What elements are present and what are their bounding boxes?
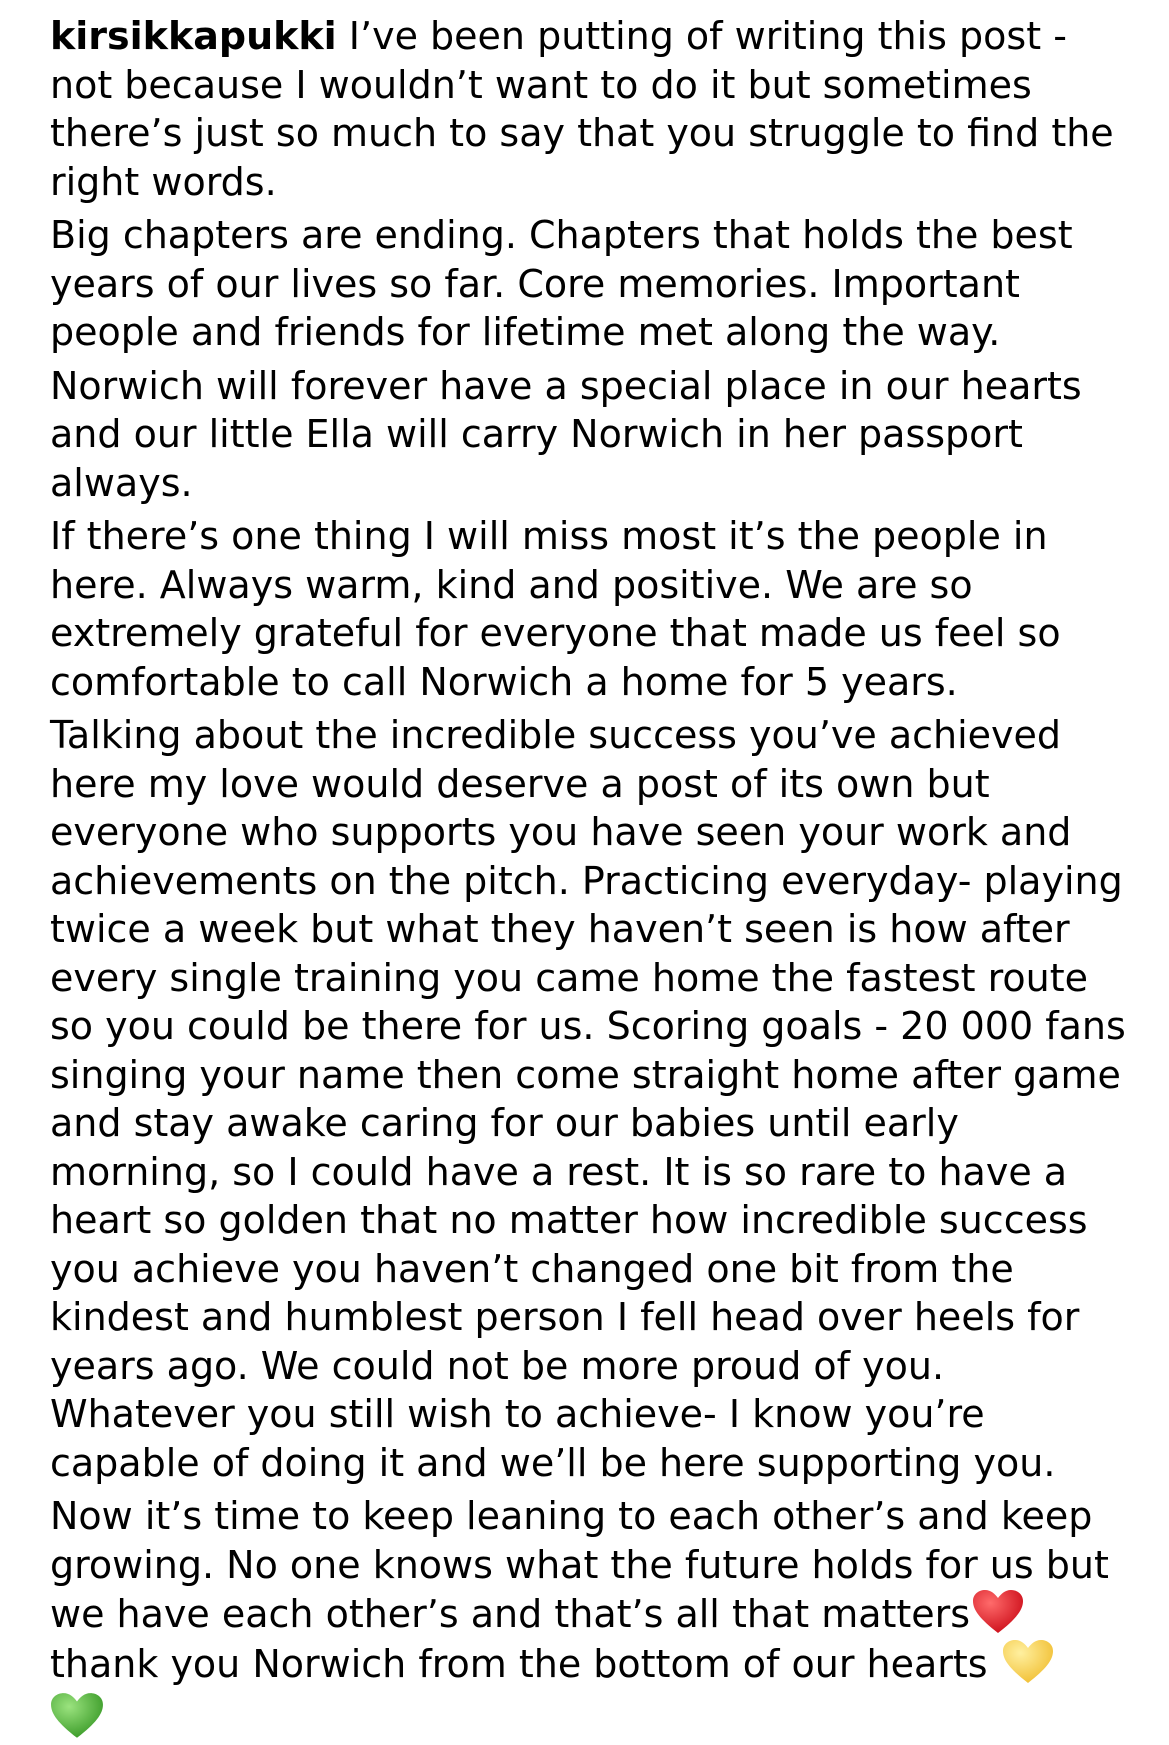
caption-text: I’ve been putting of writing this post - not because I wouldn’t want to do it but sometimes there’s just so much to say that you struggle to find the right words. bbox=[50, 14, 1114, 204]
caption-paragraph-1 bbox=[50, 12, 1135, 206]
caption-thanks-text: thank you Norwich from the bottom of our hearts bbox=[50, 1641, 988, 1686]
caption-closing-text: Now it’s time to keep leaning to each other’s and keep growing. No one knows what the future holds for us but we have each other’s and that’s all that matters bbox=[50, 1494, 1109, 1636]
post-caption bbox=[50, 12, 1135, 1745]
green-heart-icon bbox=[50, 1692, 104, 1740]
caption-paragraph-3: Norwich will forever have a special place in our hearts and our little Ella will carry Norwich in her passport always. bbox=[50, 363, 1082, 505]
caption-paragraph-6 bbox=[50, 1492, 1135, 1740]
caption-paragraph-4: If there’s one thing I will miss most it’s the people in here. Always warm, kind and positive. We are so extremely grateful for everyone that made us feel so comfortable to call Norwich a home for 5 years. bbox=[50, 514, 1061, 704]
username-link[interactable]: kirsikkapukki bbox=[50, 14, 337, 58]
caption-paragraph-2: Big chapters are ending. Chapters that holds the best years of our lives so far. Core memories. Important people and friends for lifetime met along the way. bbox=[50, 213, 1073, 354]
red-heart-icon bbox=[972, 1589, 1024, 1635]
yellow-heart-icon bbox=[1002, 1639, 1054, 1685]
caption-paragraph-5: Talking about the incredible success you’ve achieved here my love would deserve a post of its own but everyone who supports you have seen your work and achievements on the pitch. Practicing everyday- playing twice a week but what they haven’t seen is how after every single training you came home the fastest route so you could be there for us. Scoring goals - 20 000 fans singing your name then come straight home after game and stay awake caring for our babies until early morning, so I could have a rest. It is so rare to have a heart so golden that no matter how incredible success you achieve you haven’t changed one bit from the kindest and humblest person I fell head over heels for years ago. We could not be more proud of you. Whatever you still wish to achieve- I know you’re capable of doing it and we’ll be here supporting you. bbox=[50, 713, 1126, 1485]
